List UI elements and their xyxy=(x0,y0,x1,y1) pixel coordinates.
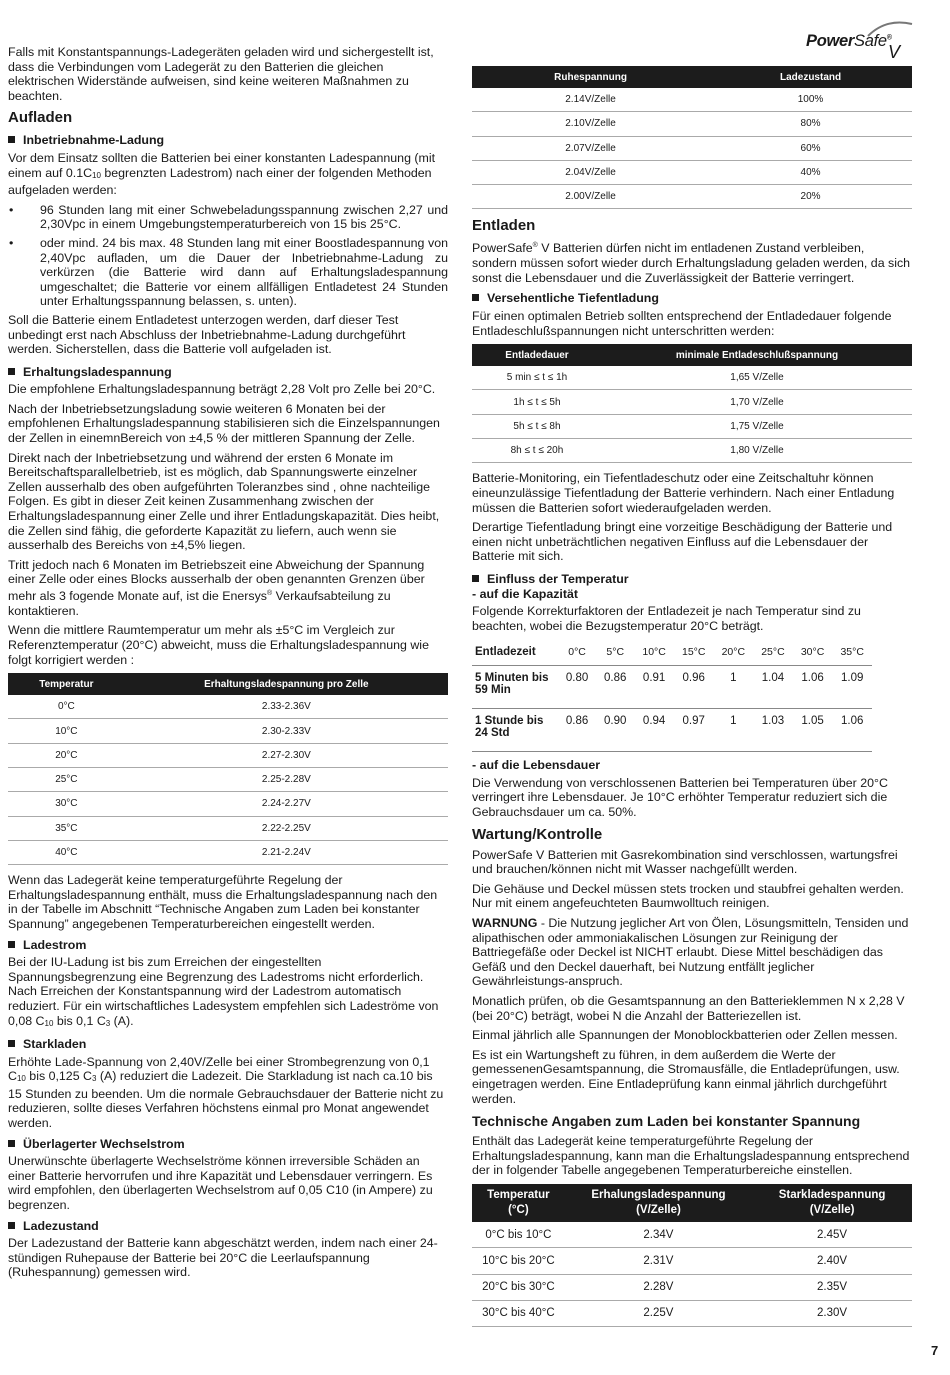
powersafe-logo xyxy=(806,28,916,68)
ruhespannung-table xyxy=(472,66,912,209)
erh-paragraph-2: Nach der Inbetriebsetzungsladung sowie weiteren 6 Monaten bei der empfohlenen Erhaltungsladespannung stabilisieren sich die Einzelspannungen der Zellen in einemnBereich von ±4,5 % der mittleren Spannung der Zelle. xyxy=(8,401,440,446)
table-row: 2.10V/Zelle 80% xyxy=(472,112,912,136)
page-number: 7 xyxy=(931,1343,939,1358)
heading-kapazitaet: - auf die Kapazität xyxy=(472,586,579,601)
square-bullet-icon xyxy=(472,294,479,301)
list-item: • oder mind. 24 bis max. 48 Stunden lang mit einer Boostladespannung von 2,40Vpc aufladen, um die Dauer der Inbetriebnahme-Ladung zu verkürzen (die Batterie wird dann auf Erhaltungsladespannung umgeschaltet; die Batterie vor einem allfälligen Entladetest 24 Stunden unter Erhaltungsspannung belassen, s. unten). xyxy=(8,236,448,309)
erh-paragraph-3: Direkt nach der Inbetriebsetzung und während der ersten 6 Monate im Bereitschaftsparallelbetrieb, ist es möglich, dab Spannungswerte einzelner Zellen ausserhalb des oben aufgeführten Toleranzbes sind , ohne nachteilige Folgen. Es gibt in dieser Zeit keinen Zusammenhang zwischen der Erhaltungsladespannung einer Zelle und ihrer Entladungskapazität. Dies heibt, die Zellen sind fähig, die geforderte Kapazität zu liefern, auch wenn sie ausserhalb des Bereichs von ±4,5% liegen. xyxy=(8,450,440,553)
wechselstrom-paragraph: Unerwünschte überlagerte Wechselströme können irreversible Schäden an einer Batterie hervorrufen und ihre Kapazität und Lebensdauer verringern. Es wird empfohlen, den überlagerten Wechselstrom auf 0,05 C10 (in Ampere) zu begrenzen. xyxy=(8,1154,433,1213)
erh-paragraph-6: Wenn das Ladegerät keine temperaturgeführte Regelung der Erhaltungsladespannung enthält, muss die Erhaltungsladespannung nach den in der Tabelle im Abschnitt “Technische Angaben zum Laden bei konstanter Spannung” angegebenen Temperaturbereichen eingestellt werden. xyxy=(8,873,438,931)
lebensdauer-paragraph: Die Verwendung von verschlossenen Batterien bei Temperaturen über 20°C verringert ihre Lebensdauer. Je 10°C erhöhter Temperatur reduziert sich die Gebrauchsdauer um ca. 50%. xyxy=(472,775,888,820)
table-header: Entladedauer xyxy=(472,344,602,366)
wartung-paragraph-1: PowerSafe V Batterien mit Gasrekombination sind verschlossen, wartungsfrei und brauchen/können nicht mit Wasser nachgefüllt werden. xyxy=(472,847,898,877)
table-header: Erhaltungsladespannung pro Zelle xyxy=(125,673,448,695)
table-row: 0°C 2.33-2.36V xyxy=(8,695,448,719)
square-bullet-icon xyxy=(8,1140,15,1147)
table-row: 2.04V/Zelle 40% xyxy=(472,160,912,184)
table-row: 8h ≤ t ≤ 20h 1,80 V/Zelle xyxy=(472,439,912,463)
table-row: 5 Minuten bis 59 Min 0.80 0.86 0.91 0.96 1 1.04 1.06 1.09 xyxy=(472,666,872,709)
right-column xyxy=(472,64,912,1327)
monitoring-paragraph: Batterie-Monitoring, ein Tiefentladeschutz oder eine Zeitschaltuhr können eineunzulässige Tiefentladung der Batterie verhindern. Nach einer Entladung müssen die Batterien sofort wiederaufgeladen werden. xyxy=(472,471,895,515)
table-header: 25°C xyxy=(753,639,793,666)
table-header: 35°C xyxy=(832,639,872,666)
table-header: 0°C xyxy=(558,639,596,666)
table-row: 30°C 2.24-2.27V xyxy=(8,792,448,816)
table-row: 5h ≤ t ≤ 8h 1,75 V/Zelle xyxy=(472,414,912,438)
table-row: 25°C 2.25-2.28V xyxy=(8,767,448,791)
table-row: 10°C bis 20°C 2.31V 2.40V xyxy=(472,1248,912,1274)
table-row: 2.07V/Zelle 60% xyxy=(472,136,912,160)
table-row: 10°C 2.30-2.33V xyxy=(8,719,448,743)
heading-aufladen: Aufladen xyxy=(8,109,73,127)
inbetrieb-paragraph: Vor dem Einsatz sollten die Batterien bei einer konstanten Ladespannung (mit einem auf $0.1C_{10}$ begrenzten Ladestrom) nach einer der folgenden Methoden aufgeladen werden: xyxy=(8,150,436,198)
warnung-paragraph: WARNUNG - Die Nutzung jeglicher Art von Ölen, Lösungsmitteln, Tensiden und alipathischen oder ammoniakalischen Lösungen zur Reinigung der Battriegefäße oder Deckel ist NICHT erlaubt. Diese Mittel beschädigen das Gefäß und den Deckel dauerhaft, bei Nutzung entfällt jeglicher Gewährleistungs-anspruch. xyxy=(472,916,909,989)
temperature-voltage-table xyxy=(8,673,448,865)
table-row: 30°C bis 40°C 2.25V 2.30V xyxy=(472,1300,912,1326)
table-header: Ladezustand xyxy=(709,66,912,88)
table-row: 1 Stunde bis 24 Std 0.86 0.90 0.94 0.97 1 1.03 1.05 1.06 xyxy=(472,709,872,752)
erh-paragraph-4: Tritt jedoch nach 6 Monaten im Betriebszeit eine Abweichung der Spannung einer Zelle oder eines Blocks ausserhalb der oben genannten Grenzen über mehr als 3 fogende Monate auf, ist die Enersys® Verkaufsabteilung zu kontaktieren. xyxy=(8,557,425,618)
logo-wordmark: PowerSafe® xyxy=(806,32,892,50)
technische-angaben-paragraph: Enthält das Ladegerät keine temperaturgeführte Regelung der Erhaltungsladespannung, kann man die Erhaltungsladespannung entsprechend der in folgender Tabelle angegebenen Temperaturbereiche einstellen. xyxy=(472,1134,910,1178)
ladezustand-paragraph: Der Ladezustand der Batterie kann abgeschätzt werden, indem nach einer 24-stündigen Ruhepause der Batterie bei 20°C die Leerlaufspannung (Ruhespannung) gemessen wird. xyxy=(8,1236,438,1280)
heading-wechselstrom: Überlagerter Wechselstrom xyxy=(8,1137,448,1152)
left-column xyxy=(8,45,448,1285)
wartung-paragraph-4: Einmal jährlich alle Spannungen der Monoblockbatterien oder Zellen messen. xyxy=(472,1028,898,1043)
table-row: 2.00V/Zelle 20% xyxy=(472,185,912,209)
table-header: Entladezeit xyxy=(472,639,558,666)
table-header: 15°C xyxy=(674,639,714,666)
table-header: minimale Entladeschlußspannung xyxy=(602,344,912,366)
table-row: 5 min ≤ t ≤ 1h 1,65 V/Zelle xyxy=(472,366,912,390)
table-header: Ruhespannung xyxy=(472,66,709,88)
entladen-paragraph: PowerSafe® V Batterien dürfen nicht im entladenen Zustand verbleiben, sondern müssen sofort wieder durch Erhaltungsladung geladen werden, da sich sonst die Lebensdauer und die Zuverlässigkeit der Batterie verringert. xyxy=(472,241,911,285)
heading-ladezustand: Ladezustand xyxy=(8,1219,448,1234)
wartung-paragraph-2: Die Gehäuse und Deckel müssen stets trocken und staubfrei gehalten werden. Nur mit einem angefeuchteten Baumwolltuch reinigen. xyxy=(472,881,904,911)
table-header: 20°C xyxy=(714,639,754,666)
intro-paragraph: Falls mit Konstantspannungs-Ladegeräten geladen wird und sichergestellt ist, dass die Verbindungen vom Ladegerät zu den Batterien die gleichen elektrischen Widerstände aufweisen, sind keine weiteren Maßnahmen zu beachten. xyxy=(8,45,434,103)
table-row: 2.14V/Zelle 100% xyxy=(472,88,912,112)
erh-paragraph-5: Wenn die mittlere Raumtemperatur um mehr als ±5°C im Vergleich zur Referenztemperatur (20°C) abweicht, muss die Erhaltungsladespannung wie folgt korrigiert werden : xyxy=(8,623,429,667)
table-row: 40°C 2.21-2.24V xyxy=(8,840,448,864)
square-bullet-icon xyxy=(8,368,15,375)
table-header: 30°C xyxy=(793,639,833,666)
square-bullet-icon xyxy=(472,575,479,582)
table-row: 1h ≤ t ≤ 5h 1,70 V/Zelle xyxy=(472,390,912,414)
table-header: Erhalungsladespannung (V/Zelle) xyxy=(565,1184,752,1222)
heading-temperatur: Einfluss der Temperatur xyxy=(472,572,912,587)
heading-ladestrom: Ladestrom xyxy=(8,938,448,953)
table-row: 20°C 2.27-2.30V xyxy=(8,743,448,767)
logo-model: V xyxy=(888,42,901,62)
heading-tiefentladung: Versehentliche Tiefentladung xyxy=(472,291,912,306)
table-row: 35°C 2.22-2.25V xyxy=(8,816,448,840)
table-row: 20°C bis 30°C 2.28V 2.35V xyxy=(472,1274,912,1300)
heading-wartung: Wartung/Kontrolle xyxy=(472,825,603,843)
table-row: 0°C bis 10°C 2.34V 2.45V xyxy=(472,1222,912,1248)
table-header: Starkladespannung (V/Zelle) xyxy=(752,1184,912,1222)
heading-lebensdauer: - auf die Lebensdauer xyxy=(472,758,601,773)
entladetest-paragraph: Soll die Batterie einem Entladetest unterzogen werden, darf dieser Test unbedingt erst nach Abschluss der Inbetriebnahme-Ladung durchgeführt werden. Sicherstellen, dass die Batterie voll aufgeladen ist. xyxy=(8,312,406,357)
ladespannung-table xyxy=(472,1184,912,1327)
korrekturfaktor-table xyxy=(472,639,872,752)
square-bullet-icon xyxy=(8,941,15,948)
kapazitaet-paragraph: Folgende Korrekturfaktoren der Entladezeit je nach Temperatur sind zu beachten, wobei die Bezugstemperatur 20°C beträgt. xyxy=(472,604,861,633)
list-item: • 96 Stunden lang mit einer Schwebeladungsspannung zwischen 2,27 und 2,30Vpc in einem Umgebungstemperaturbereich von 15 bis 25°C. xyxy=(8,203,448,232)
table-header: Temperatur (°C) xyxy=(472,1184,565,1222)
square-bullet-icon xyxy=(8,1040,15,1047)
heading-inbetriebnahme: Inbetriebnahme-Ladung xyxy=(8,133,448,148)
wartung-paragraph-5: Es ist ein Wartungsheft zu führen, in dem außerdem die Werte der gemessenenGesamtspannung, die Stromausfälle, die Entladeprüfungen, usw. eingetragen werden. Eine Entladeprüfung kann einmal jährlich durchgeführt werden. xyxy=(472,1047,900,1106)
erh-paragraph-1: Die empfohlene Erhaltungsladespannung beträgt 2,28 Volt pro Zelle bei 20°C. xyxy=(8,382,436,397)
tiefentladung-paragraph: Für einen optimalen Betrieb sollten entsprechend der Entladedauer folgende Entladeschlußspannungen nicht unterschritten werden: xyxy=(472,308,892,338)
square-bullet-icon xyxy=(8,136,15,143)
starkladen-paragraph: Erhöhte Lade-Spannung von 2,40V/Zelle bei einer Strombegrenzung von 0,1 $C_{10}$ bis 0,125 $C_3$ (A) reduziert die Ladezeit. Die Starkladung ist nach ca.10 bis 15 Stunden zu beenden. Um die normale Gebrauchsdauer der Batterie nicht zu reduzieren, sollte dieses Verfahren höchstens einmal pro Monat angewendet werden. xyxy=(8,1054,444,1131)
heading-erhaltung: Erhaltungsladespannung xyxy=(8,365,448,380)
table-header: 5°C xyxy=(596,639,634,666)
ladestrom-paragraph: Bei der IU-Ladung ist bis zum Erreichen der eingestellten Spannungsbegrenzung eine Begrenzung des Ladestroms nicht erforderlich. Nach Erreichen der Konstantspannung wird der Ladestrom automatisch reduziert. Für ein wirtschaftliches Ladesystem empfehlen sich Ladeströme von 0,08 $C_{10}$ bis 0,1 $C_3$ (A). xyxy=(8,955,439,1028)
wartung-paragraph-3: Monatlich prüfen, ob die Gesamtspannung an den Batterieklemmen N x 2,28 V (bei 20°C) beträgt, wobei N die Anzahl der Batteriezellen ist. xyxy=(472,994,905,1023)
warnung-label: WARNUNG xyxy=(472,916,538,931)
tiefentladung-schaden-paragraph: Derartige Tiefentladung bringt eine vorzeitige Beschädigung der Batterie und einen nicht unbeträchtlichen negativen Einfluss auf die Lebensdauer der Batterie mit sich. xyxy=(472,520,893,564)
table-header: 10°C xyxy=(634,639,674,666)
square-bullet-icon xyxy=(8,1222,15,1229)
table-header: Temperatur xyxy=(8,673,125,695)
heading-entladen: Entladen xyxy=(472,217,536,235)
heading-starkladen: Starkladen xyxy=(8,1037,448,1052)
heading-technische-angaben: Technische Angaben zum Laden bei konstanter Spannung xyxy=(472,1113,861,1130)
method-list xyxy=(8,203,448,309)
entladeschluss-table xyxy=(472,344,912,463)
